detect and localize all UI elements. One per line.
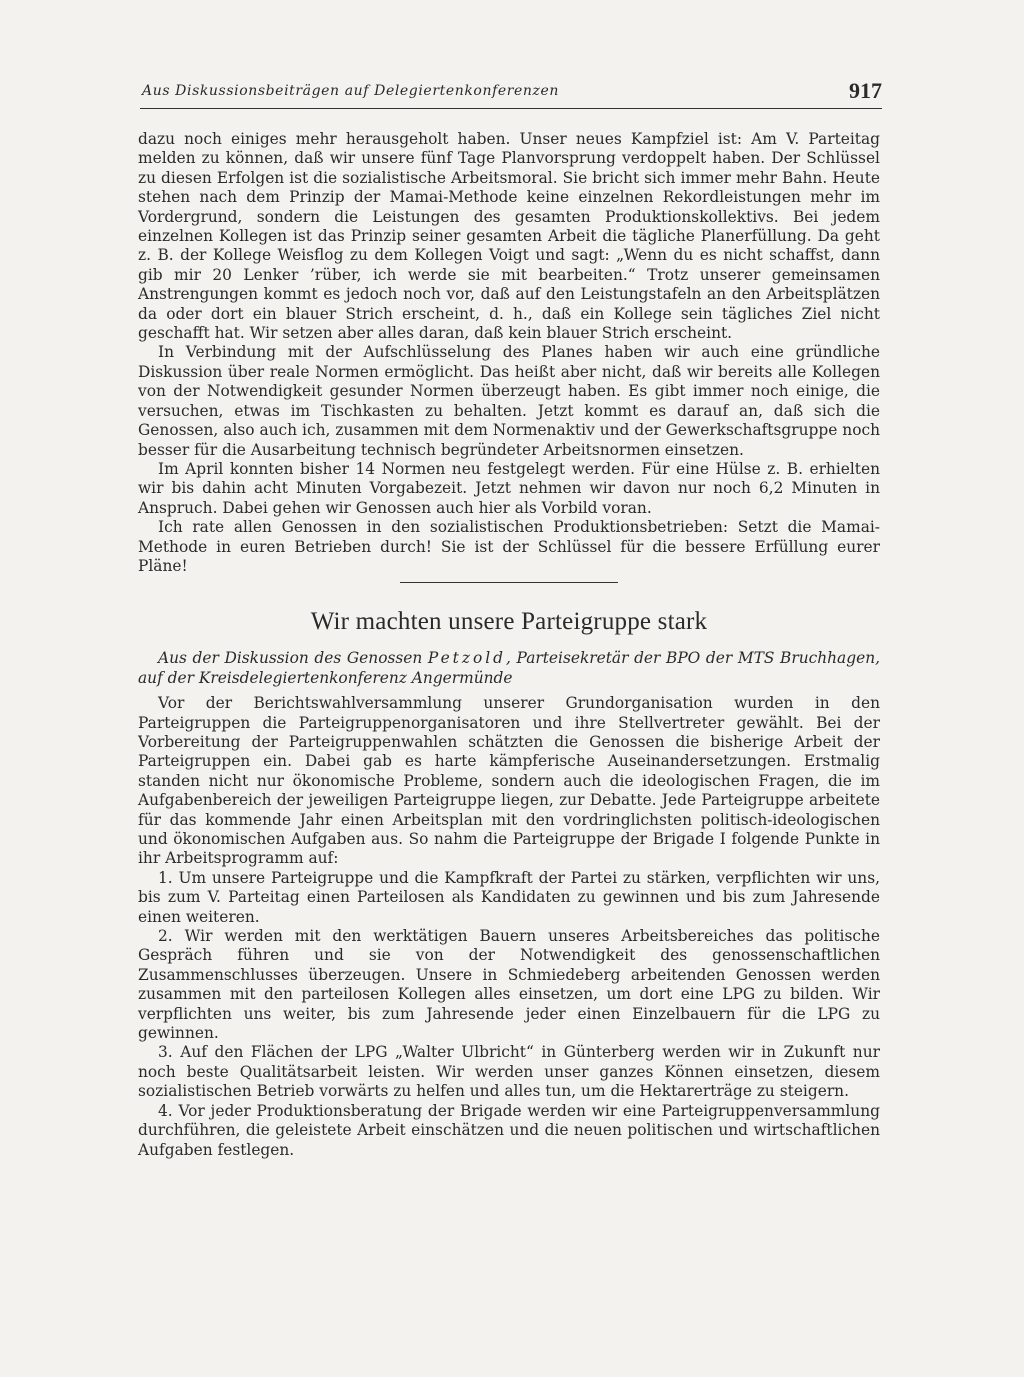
paragraph: Vor der Berichtswahlversammlung unserer Grundorganisation wurden in den Parteigruppen die Parteigruppenorganisatoren und ihre Stellvertreter gewählt. Bei der Vorbereitung der Parteigruppenwahlen schätzten die Genossen die bisherige Arbeit der Parteigruppen ein. Dabei gab es harte kämpferische Auseinandersetzungen. Erstmalig standen nicht nur ökonomische Probleme, sondern auch die ideologischen Fragen, die im Aufgabenbereich der jeweiligen Parteigruppe liegen, zur Debatte. Jede Parteigruppe arbeitete für das kommende Jahr einen Arbeitsplan mit den vordringlichsten politisch-ideologischen und ökonomischen Aufgaben aus. So nahm die Parteigruppe der Brigade I folgende Punkte in ihr Arbeitsprogramm auf: [138,694,880,868]
list-item: 4. Vor jeder Produktionsberatung der Brigade werden wir eine Parteigruppenversammlung durchführen, die geleistete Arbeit einschätzen und die neuen politischen und wirtschaftlichen Aufgaben festlegen. [138,1101,880,1159]
paragraph: dazu noch einiges mehr herausgeholt haben. Unser neues Kampfziel ist: Am V. Parteitag melden zu können, daß wir unsere fünf Tage Planvorsprung verdoppelt haben. Der Schlüssel zu diesen Erfolgen ist die sozialistische Arbeitsmoral. Sie bricht sich immer mehr Bahn. Heute stehen nach dem Prinzip der Mamai-Methode keine einzelnen Rekordleistungen mehr im Vordergrund, sondern die Leistungen des gesamten Produktionskollektivs. Bei jedem einzelnen Kollegen ist das Prinzip seiner gesamten Arbeit die tägliche Planerfüllung. Da geht z. B. der Kollege Weisflog zu dem Kollegen Voigt und sagt: „Wenn du es nicht schaffst, dann gib mir 20 Lenker ’rüber, ich werde sie mit bearbeiten.“ Trotz unserer gemeinsamen Anstrengungen kommt es jedoch noch vor, daß auf den Leistungstafeln an den Arbeitsplätzen da oder dort ein blauer Strich erscheint, d. h., daß ein Kollege sein tägliches Ziel nicht geschafft hat. Wir setzen aber alles daran, daß kein blauer Strich erscheint. [138,130,880,343]
list-item: 2. Wir werden mit den werktätigen Bauern unseres Arbeitsbereiches das politische Gespräch führen und sie von der Notwendigkeit des genossenschaftlichen Zusammenschlusses überzeugen. Unsere in Schmiedeberg arbeitenden Genossen werden zusammen mit den parteilosen Kollegen alles einsetzen, um dort eine LPG zu bilden. Wir verpflichten uns weiter, bis zum Jahresende jeder einen Einzelbauern für die LPG zu gewinnen. [138,927,880,1043]
paragraph: Im April konnten bisher 14 Normen neu festgelegt werden. Für eine Hülse z. B. erhielten wir bis dahin acht Minuten Vorgabezeit. Jetzt nehmen wir davon nur noch 6,2 Minuten in Anspruch. Dabei gehen wir Genossen auch hier als Vorbild voran. [138,459,880,517]
paragraph: Ich rate allen Genossen in den sozialistischen Produktionsbetrieben: Setzt die Mamai-Methode in euren Betrieben durch! Sie ist der Schlüssel für die bessere Erfüllung eurer Pläne! [138,518,880,575]
page-number: 917 [849,78,882,103]
subheading-suffix: , Parteisekretär der BPO der MTS Bruchhagen, auf der Kreisdelegiertenkonferenz Angermünde [138,649,881,687]
list-item: 3. Auf den Flächen der LPG „Walter Ulbricht“ in Günterberg werden wir in Zukunft nur noch beste Qualitätsarbeit leisten. Wir werden unser ganzes Können einsetzen, diesem sozialistischen Betrieb vorwärts zu helfen und alles tun, um die Hektarerträge zu steigern. [138,1043,880,1101]
speaker-name: Petzold [427,649,507,668]
running-header [140,78,882,109]
section-heading: Wir machten unsere Parteigruppe stark [310,608,708,636]
subheading-prefix: Aus der Diskussion des Genossen [158,649,428,668]
section-subheading [138,649,880,688]
section-divider [400,582,618,583]
article-body [138,130,880,1160]
paragraph: In Verbindung mit der Aufschlüsselung des Planes haben wir auch eine gründliche Diskussion über reale Normen ermöglicht. Das heißt aber nicht, daß wir bereits alle Kollegen von der Notwendigkeit gesunder Normen überzeugt haben. Es gibt immer noch einige, die versuchen, etwas im Tischkasten zu behalten. Jetzt kommt es darauf an, daß sich die Genossen, also auch ich, zusammen mit dem Normenaktiv und der Gewerkschaftsgruppe noch besser für die Ausarbeitung technisch begründeter Arbeitsnormen einsetzen. [138,343,880,459]
list-item: 1. Um unsere Parteigruppe und die Kampfkraft der Partei zu stärken, verpflichten wir uns, bis zum V. Parteitag einen Parteilosen als Kandidaten zu gewinnen und bis zum Jahresende einen weiteren. [138,868,880,926]
running-title: Aus Diskussionsbeiträgen auf Delegiertenkonferenzen [142,83,560,99]
